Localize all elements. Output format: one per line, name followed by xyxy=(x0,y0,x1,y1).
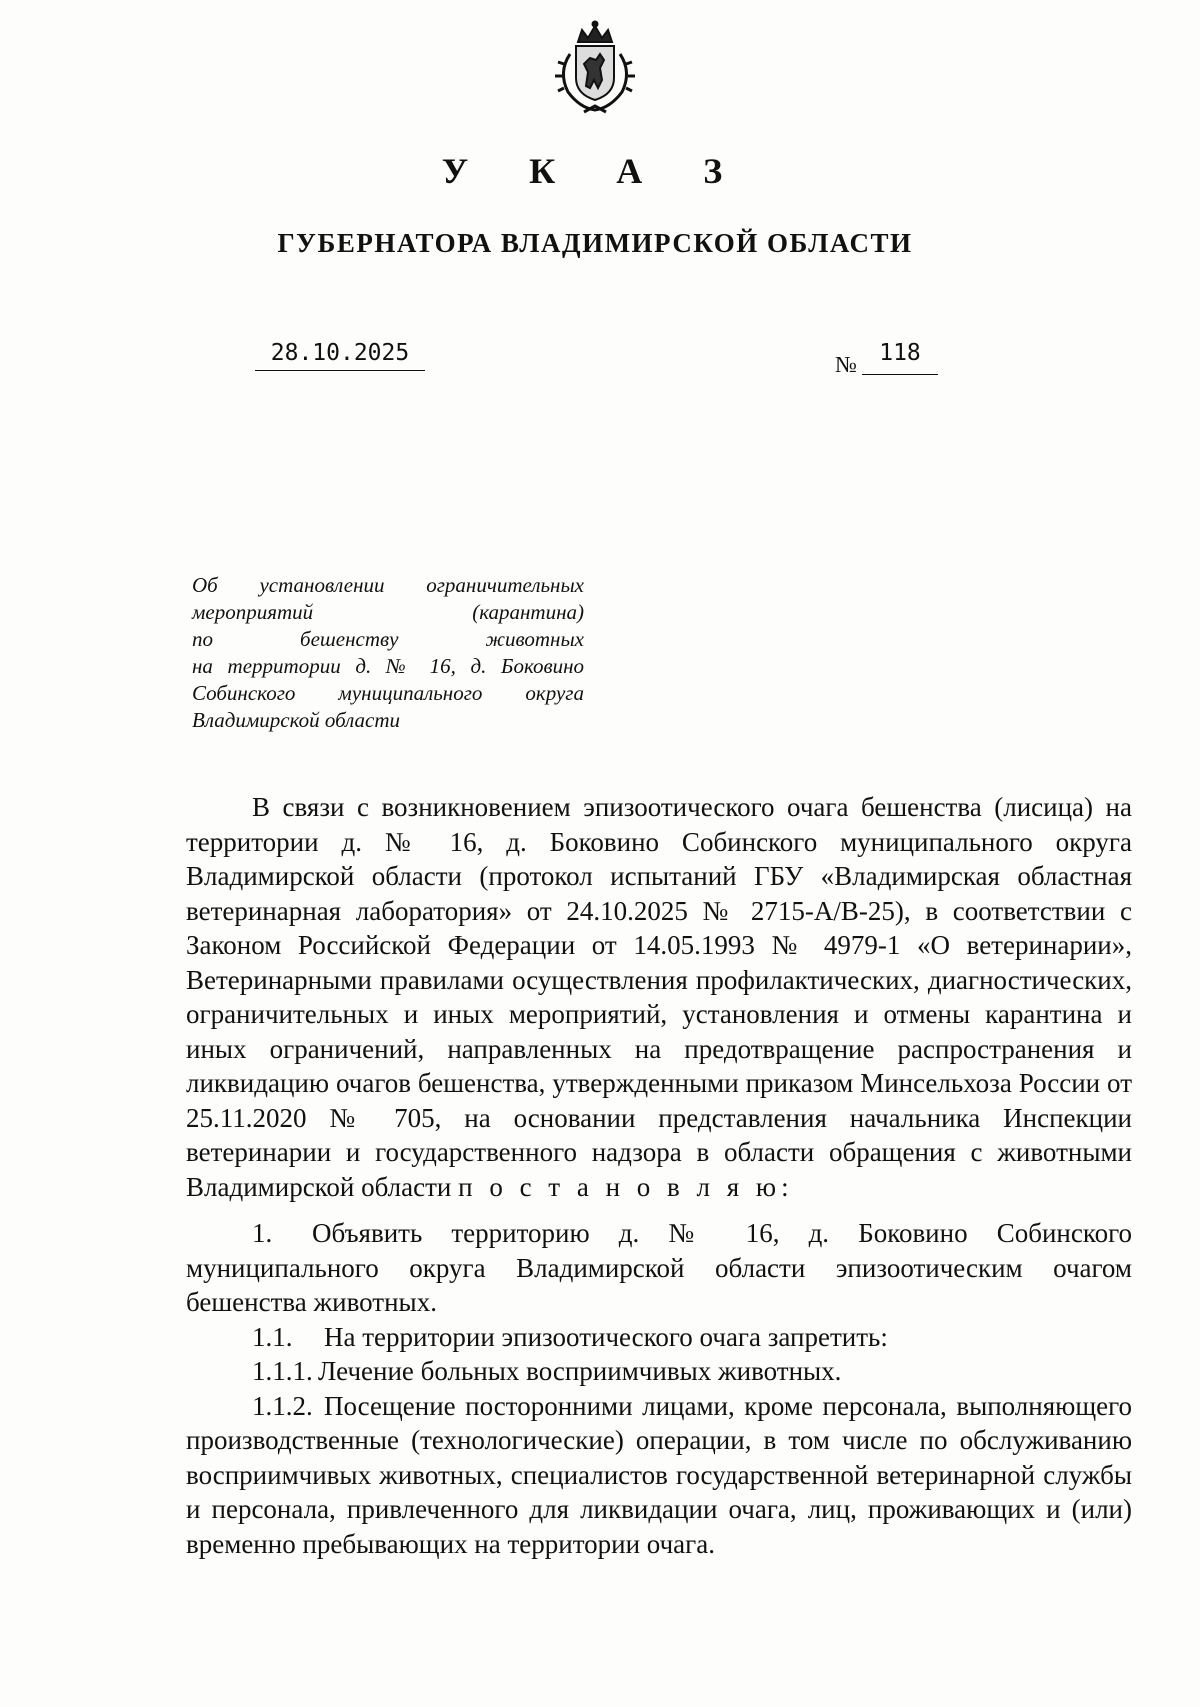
item-number: 1. xyxy=(252,1218,273,1248)
subject-line: на территории д. № 16, д. Боковино xyxy=(192,654,584,678)
document-type-title: У К А З xyxy=(441,151,749,191)
item-text: Лечение больных восприимчивых животных. xyxy=(318,1356,842,1386)
item-paragraph xyxy=(186,1320,1132,1355)
coat-of-arms-icon xyxy=(540,20,650,120)
number-sign: № xyxy=(835,352,857,377)
item-text: Посещение посторонними лицами, кроме персонала, выполняющего производственные (технологические) операции, в том числе по обслуживанию восприимчивых животных, специалистов государственной ветеринарной службы и персонала, привлеченного для ликвидации очага, лиц, проживающих и (или) временно пребывающих на территории очага. xyxy=(186,1390,1132,1559)
item-text: На территории эпизоотического очага запретить: xyxy=(324,1321,888,1352)
item-number: 1.1. xyxy=(252,1321,293,1352)
subject-line: Владимирской области xyxy=(192,708,401,732)
item-paragraph xyxy=(186,1354,1132,1389)
decree-subject xyxy=(192,572,584,734)
subject-line: по бешенству животных xyxy=(192,627,584,651)
preamble-text: В связи с возникновением эпизоотического очага бешенства (лисица) на территории д. № 16, д. Боковино Собинского муниципального округа Владимирской области (протокол испытаний ГБУ «Владимирская областная ветеринарная лаборатория» от 24.10.2025 № 2715-А/В-25), в соответствии с Законом Российской Федерации от 14.05.1993 № 4979-1 «О ветеринарии», Ветеринарными правилами осуществления профилактических, диагностических, ограничительных и иных мероприятий, установления и отмены карантина и иных ограничений, направленных на предотвращение распространения и ликвидацию очагов бешенства, утвержденными приказом Минсельхоза России от 25.11.2020 № 705, на основании представления начальника Инспекции ветеринарии и государственного надзора в области обращения с животными Владимирской области xyxy=(186,792,1132,1202)
decree-number: 118 xyxy=(862,340,938,375)
subject-line: мероприятий (карантина) xyxy=(192,600,584,624)
item-text: Объявить территорию д. № 16, д. Боковино Собинского муниципального округа Владимирской области эпизоотическим очагом бешенства животных. xyxy=(186,1218,1132,1317)
decree-body xyxy=(186,790,1132,1561)
item-number: 1.1.1. xyxy=(252,1356,313,1386)
issuer-subtitle: ГУБЕРНАТОРА ВЛАДИМИРСКОЙ ОБЛАСТИ xyxy=(277,228,913,258)
decree-date: 28.10.2025 xyxy=(255,340,425,371)
preamble-paragraph xyxy=(186,790,1132,1204)
subject-line: Собинского муниципального округа xyxy=(192,681,584,705)
item-number: 1.1.2. xyxy=(252,1390,313,1421)
item-paragraph xyxy=(186,1389,1132,1562)
subject-line: Об установлении ограничительных xyxy=(192,573,584,597)
decree-word: п о с т а н о в л я ю: xyxy=(458,1171,794,1202)
item-paragraph xyxy=(186,1216,1132,1320)
